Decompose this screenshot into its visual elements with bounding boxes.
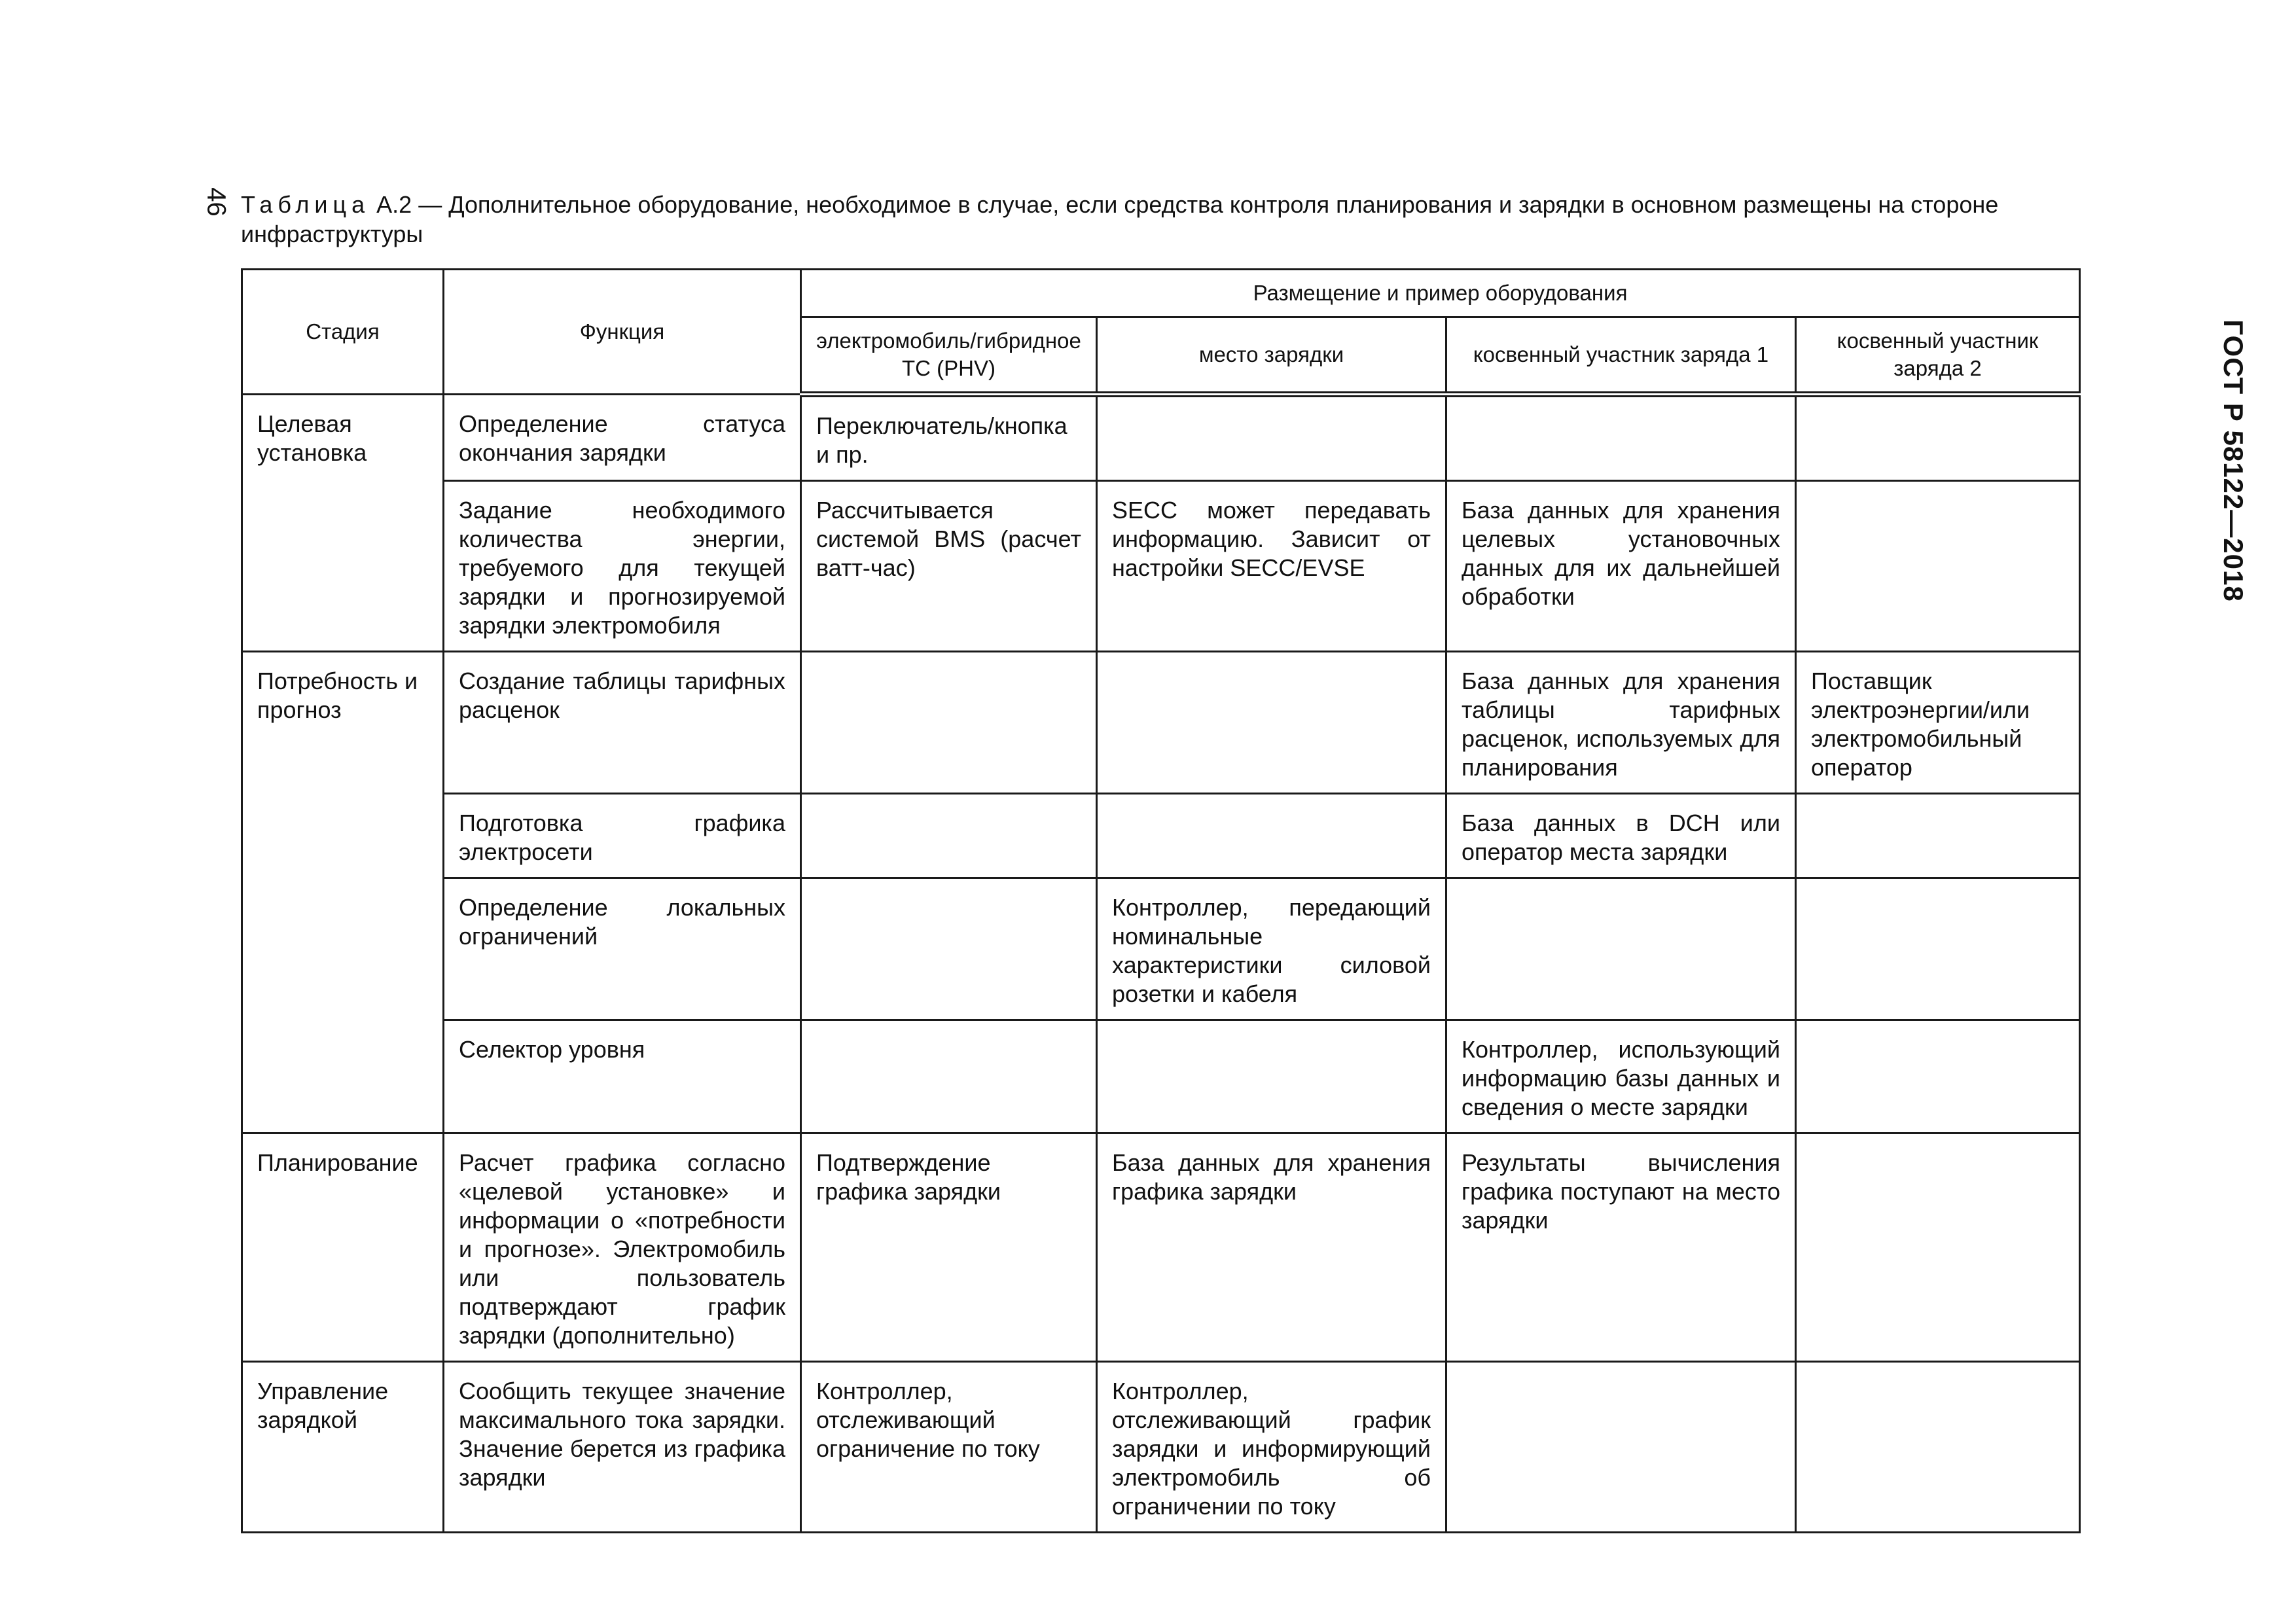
ev-cell (801, 878, 1097, 1020)
ev-cell (801, 794, 1097, 878)
ev-cell: Рассчитывается системой BMS (расчет ватт-час) (801, 481, 1097, 652)
table-row (242, 1133, 2080, 1362)
header-stage: Стадия (242, 270, 444, 395)
participant1-cell (1446, 1362, 1796, 1533)
table-row (242, 481, 2080, 652)
site-cell (1097, 395, 1446, 481)
header-function: Функция (444, 270, 801, 395)
ev-cell: Подтверждение графика зарядки (801, 1133, 1097, 1362)
table-row (242, 878, 2080, 1020)
site-cell (1097, 1020, 1446, 1133)
participant2-cell (1796, 1362, 2080, 1533)
function-cell: Создание таблицы тарифных расценок (444, 652, 801, 794)
caption-label: Таблица (241, 191, 370, 218)
stage-cell: Целевая установка (242, 395, 444, 652)
site-cell: База данных для хранения графика зарядки (1097, 1133, 1446, 1362)
ev-cell: Контроллер, отслеживающий ограничение по току (801, 1362, 1097, 1533)
ev-cell (801, 652, 1097, 794)
participant2-cell (1796, 1020, 2080, 1133)
site-cell (1097, 794, 1446, 878)
table-row (242, 1362, 2080, 1533)
participant1-cell (1446, 395, 1796, 481)
function-cell: Сообщить текущее значение максимального тока зарядки. Значение берется из графика зарядки (444, 1362, 801, 1533)
function-cell: Подготовка графика электросети (444, 794, 801, 878)
header-charging-site: место зарядки (1097, 317, 1446, 395)
ev-cell (801, 1020, 1097, 1133)
caption-text: — Дополнительное оборудование, необходимое в случае, если средства контроля планирования и зарядки в основном размещены на стороне инфраструктуры (241, 191, 1999, 247)
stage-cell: Планирование (242, 1133, 444, 1362)
site-cell: SECC может передавать информацию. Зависит от настройки SECC/EVSE (1097, 481, 1446, 652)
table-row (242, 1020, 2080, 1133)
participant1-cell: Результаты вычисления графика поступают на место зарядки (1446, 1133, 1796, 1362)
stage-cell: Управление зарядкой (242, 1362, 444, 1533)
site-cell: Контроллер, отслеживающий график зарядки и информирующий электромобиль об ограничении по току (1097, 1362, 1446, 1533)
function-cell: Определение статуса окончания зарядки (444, 395, 801, 481)
participant2-cell (1796, 1133, 2080, 1362)
table-row (242, 652, 2080, 794)
document-code: ГОСТ Р 58122—2018 (2218, 319, 2249, 602)
function-cell: Задание необходимого количества энергии, требуемого для текущей зарядки и прогнозируемой зарядки электромобиля (444, 481, 801, 652)
function-cell: Селектор уровня (444, 1020, 801, 1133)
participant2-cell (1796, 481, 2080, 652)
function-cell: Расчет графика согласно «целевой установке» и информации о «потребности и прогнозе». Электромобиль или пользователь подтверждают график зарядки (дополнительно) (444, 1133, 801, 1362)
participant1-cell: База данных в DCH или оператор места зарядки (1446, 794, 1796, 878)
page-number: 46 (202, 187, 231, 217)
participant2-cell (1796, 395, 2080, 481)
site-cell (1097, 652, 1446, 794)
caption-number: А.2 (376, 191, 412, 218)
header-participant-1: косвенный участник заряда 1 (1446, 317, 1796, 395)
header-ev: электромобиль/гибридное ТС (PHV) (801, 317, 1097, 395)
participant2-cell (1796, 878, 2080, 1020)
stage-cell: Потребность и прогноз (242, 652, 444, 1133)
header-placement-group: Размещение и пример оборудования (801, 270, 2080, 317)
ev-cell: Переключатель/кнопка и пр. (801, 395, 1097, 481)
table-row (242, 794, 2080, 878)
function-cell: Определение локальных ограничений (444, 878, 801, 1020)
equipment-table (241, 268, 2081, 1533)
participant1-cell: База данных для хранения целевых установочных данных для их дальнейшей обработки (1446, 481, 1796, 652)
participant1-cell: Контроллер, использующий информацию базы данных и сведения о месте зарядки (1446, 1020, 1796, 1133)
participant1-cell (1446, 878, 1796, 1020)
header-participant-2: косвенный участник заряда 2 (1796, 317, 2080, 395)
participant2-cell: Поставщик электроэнергии/или электромобильный оператор (1796, 652, 2080, 794)
table-row (242, 395, 2080, 481)
table-caption (241, 190, 2080, 249)
site-cell: Контроллер, передающий номинальные характеристики силовой розетки и кабеля (1097, 878, 1446, 1020)
participant1-cell: База данных для хранения таблицы тарифных расценок, используемых для планирования (1446, 652, 1796, 794)
participant2-cell (1796, 794, 2080, 878)
